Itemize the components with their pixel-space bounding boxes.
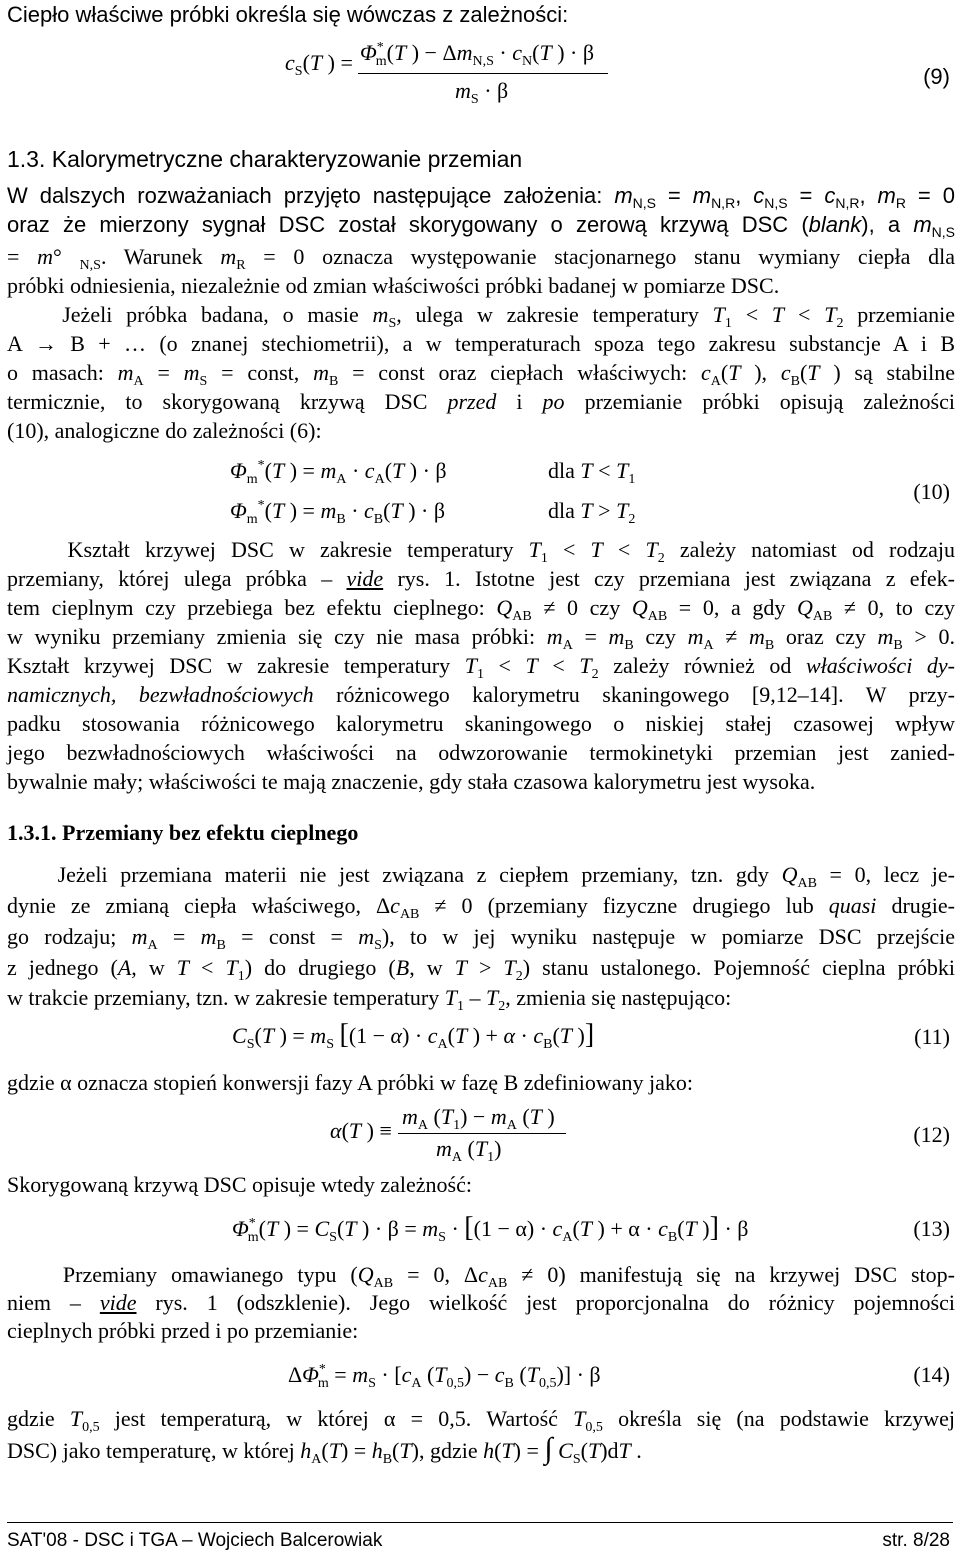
p8-line-2: DSC) jako temperaturę, w której $h_A(T) = h_B(T)$, gdzie h(T) = ∫ $C_S(T)dT$ . (7, 1432, 642, 1467)
p1-line-3: = m° $_{N,S}$. Warunek $m_R = 0$ oznacza występowanie stacjonarnego stanu wymiany ciepła dla (7, 244, 955, 273)
section-heading-1-3-1: 1.3.1. Przemiany bez efektu cieplnego (7, 820, 359, 845)
p3-line-4: w wyniku przemiany zmienia się czy nie masa próbki: $m_A = m_B$ czy $m_A \ne m_B$ oraz czy $m_B > 0$. (7, 624, 955, 653)
p2-line-1: Jeżeli próbka badana, o masie $m_S$, ulega w zakresie temperatury $T_1 < T < T_2$ przemianie (7, 302, 955, 331)
eq9-denominator: $m_S \cdot \beta$ (455, 78, 509, 107)
eq9-number: (9) (923, 64, 950, 89)
eq10-number: (10) (913, 479, 950, 504)
p1-line-4: próbki odniesienia, niezależnie od zmian właściwości próbki badanej w pomiarze DSC. (7, 273, 780, 298)
paragraph-5: gdzie α oznacza stopień konwersji fazy A próbki w fazę B zdefiniowany jako: (7, 1070, 693, 1095)
eq11-number: (11) (914, 1024, 950, 1049)
eq9-lhs: $c_S(T$ ) = (285, 50, 353, 79)
p3-line-8: jego bezwładnościowych właściwości na odwzorowanie termokinetyki przemian jest zanied- (7, 740, 955, 765)
eq13-expression: $\Phi^*_m(T$ ) = $C_S(T$ ) · $\beta = m_S \cdot [(1 - \alpha) \cdot c_A(T$ ) + $\alpha \cdot c_B(T$ )] · β (232, 1212, 749, 1245)
p3-line-9: bywalnie mały; właściwości te mają znaczenie, gdy stała czasowa kalorymetru jest wysoka. (7, 769, 816, 794)
footer-left: SAT'08 - DSC i TGA – Wojciech Balcerowiak (7, 1530, 383, 1551)
eq13-number: (13) (913, 1216, 950, 1241)
intro-text: Ciepło właściwe próbki określa się wówczas z zależności: (7, 2, 569, 27)
p2-line-4: termicznie, to skorygowaną krzywą DSC przed i po przemianie próbki opisują zależności (7, 389, 955, 414)
p3-line-6: namicznych, bezwładnościowych różnicowego kalorymetru skaningowego [9,12–14]. W przy- (7, 682, 955, 707)
footer-rule (7, 1522, 953, 1523)
paragraph-6: Skorygowaną krzywą DSC opisuje wtedy zależność: (7, 1172, 472, 1197)
p7-line-3: cieplnych próbki przed i po przemianie: (7, 1318, 359, 1343)
p3-line-3: tem cieplnym czy przebiega bez efektu cieplnego: $Q_{AB} \ne 0$ czy $Q_{AB} = 0$, a gdy $Q_{AB} \ne 0$, to czy (7, 595, 956, 624)
p2-line-3: o masach: $m_A = m_S$ = const, $m_B$ = const oraz ciepłach właściwych: $c_A(T$ ), $c_B(T$ ) są stabilne (7, 360, 955, 389)
eq12-lhs: α(T ) ≡ (330, 1118, 392, 1143)
section-heading-1-3: 1.3. Kalorymetryczne charakteryzowanie przemian (7, 146, 523, 172)
eq12-numerator: $m_A$ $(T_1) - m_A$ (T ) (402, 1104, 555, 1133)
p3-line-7: padku stosowania różnicowego kalorymetru skaningowego o niskiej stałej czasowej wpływ (7, 711, 955, 736)
eq14-expression: $\Delta\Phi^*_m = m_S \cdot [c_A$ $(T_{0,5}) - c_B$ $(T_{0,5})] \cdot \beta$ (288, 1362, 601, 1391)
eq10-row-1-condition: dla $T < T_1$ (548, 458, 636, 487)
eq12-fraction-bar (398, 1133, 566, 1134)
eq14-number: (14) (913, 1362, 950, 1387)
p4-line-3: go rodzaju; $m_A = m_B$ = const = $m_S$), to w jej wyniku następuje w pomiarze DSC przejście (7, 924, 955, 953)
p4-line-5: w trakcie przemiany, tzn. w zakresie temperatury $T_1 - T_2$, zmienia się następująco: (7, 985, 732, 1014)
eq12-denominator: $m_A$ $(T_1)$ (436, 1136, 502, 1165)
p8-line-1: gdzie $T_{0,5}$ jest temperaturą, w której α = 0,5. Wartość $T_{0,5}$ określa się (na podstawie krzywej (7, 1406, 955, 1435)
p2-line-2: A → B + … (o znanej stechiometrii), a w temperaturach spoza tego zakresu substancje A i B (7, 331, 955, 356)
p1-line-1: W dalszych rozważaniach przyjęto następujące założenia: $m_{N,S} = m_{N,R}$, $c_{N,S} = c_{N,R}$, $m_R = 0$ (7, 183, 955, 211)
footer-page-number: str. 8/28 (882, 1530, 950, 1551)
p4-line-2: dynie ze zmianą ciepła właściwego, $\Delta c_{AB} \ne 0$ (przemiany fizyczne drugiego lub quasi drugie- (7, 893, 956, 922)
p2-line-5: (10), analogiczne do zależności (6): (7, 418, 322, 443)
eq10-row-2-condition: dla $T > T_2$ (548, 498, 636, 527)
p7-line-1: Przemiany omawianego typu ($Q_{AB} = 0$, $\Delta c_{AB} \ne 0$) manifestują się na krzywej DSC stop- (7, 1262, 955, 1291)
p3-line-5: Kształt krzywej DSC w zakresie temperatury $T_1 < T < T_2$ zależy również od właściwości dy- (7, 653, 955, 682)
eq10-row-1: $\Phi_m^*(T$ ) = $m_A \cdot c_A(T$ ) · β (230, 458, 447, 487)
p1-line-2: oraz że mierzony sygnał DSC został skorygowany o zerową krzywą DSC (blank), a $m_{N,S}$ (7, 212, 955, 240)
p3-line-1: Kształt krzywej DSC w zakresie temperatury $T_1 < T < T_2$ zależy natomiast od rodzaju (7, 537, 955, 566)
eq10-row-2: $\Phi_m^*(T$ ) = $m_B \cdot c_B(T$ ) · β (230, 498, 446, 527)
eq9-numerator: $\Phi^*_m(T$ ) − $\Delta m_{N,S} \cdot c_N(T$ ) · β (360, 40, 595, 69)
p4-line-4: z jednego (A, w $T < T_1$) do drugiego (B, w $T > T_2$) stanu ustalonego. Pojemność cieplna próbki (7, 955, 956, 984)
p7-line-2: niem – vide rys. 1 (odszklenie). Jego wielkość jest proporcjonalna do różnicy pojemności (7, 1290, 955, 1315)
eq9-fraction-bar (358, 73, 608, 74)
eq11-expression: $C_S(T$ ) = $m_S$ [$(1 - \alpha) \cdot c_A(T$ ) + $\alpha \cdot c_B(T$ )] (232, 1019, 595, 1052)
p3-line-2: przemiany, której ulega próbka – vide rys. 1. Istotne jest czy przemiana jest związana z efek- (7, 566, 955, 591)
p4-line-1: Jeżeli przemiana materii nie jest związana z ciepłem przemiany, tzn. gdy $Q_{AB} = 0$, lecz je- (7, 862, 955, 891)
eq12-number: (12) (913, 1122, 950, 1147)
